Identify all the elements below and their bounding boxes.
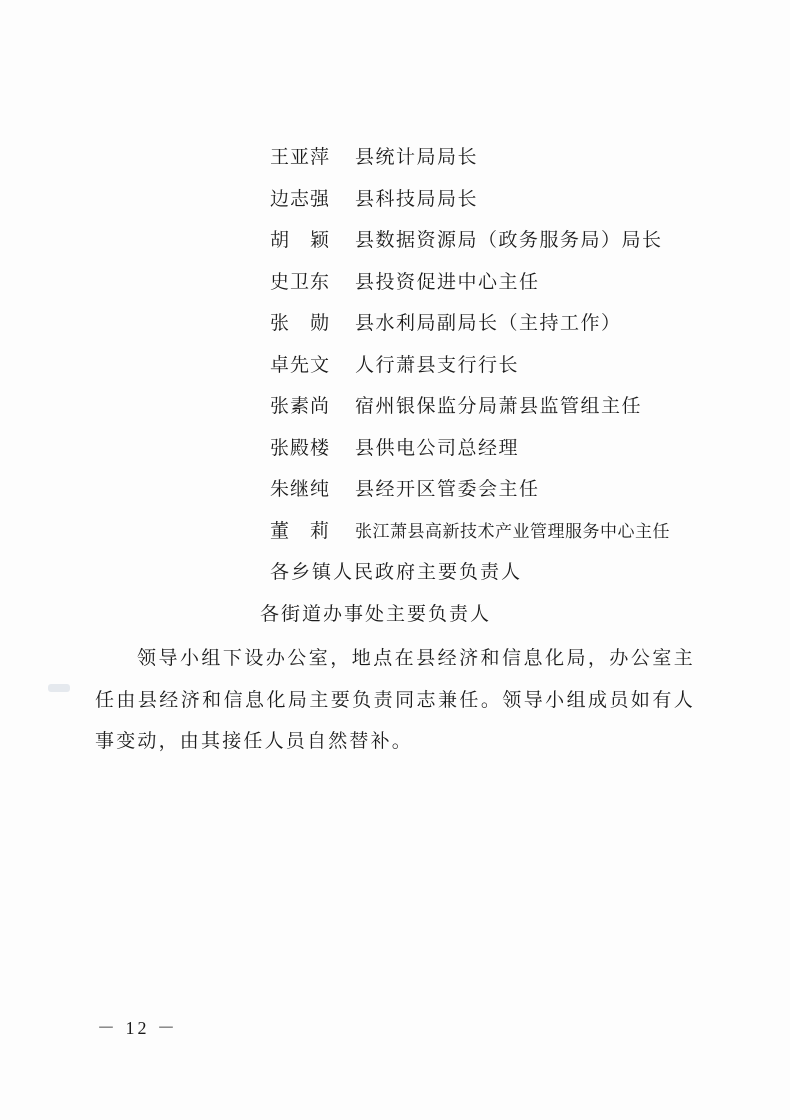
scan-smudge	[48, 684, 70, 692]
member-name: 王亚萍	[270, 146, 331, 168]
member-name: 张 勋	[270, 312, 331, 334]
member-title: 人行萧县支行行长	[355, 353, 520, 376]
member-title: 县水利局副局长（主持工作）	[355, 312, 622, 334]
member-row	[270, 511, 770, 553]
member-row	[270, 179, 770, 221]
member-title: 宿州银保监分局萧县监管组主任	[355, 395, 643, 417]
member-row	[270, 469, 770, 511]
member-title: 县经开区管委会主任	[355, 478, 540, 500]
subdistrict-heads-line: 各街道办事处主要负责人	[260, 602, 492, 625]
member-row	[270, 262, 770, 304]
member-name: 边志强	[270, 187, 331, 210]
standalone-line	[270, 552, 770, 594]
member-name: 史卫东	[270, 270, 331, 293]
member-title: 县投资促进中心主任	[355, 270, 540, 293]
member-title: 县统计局局长	[355, 146, 479, 168]
member-name: 张素尚	[270, 395, 331, 417]
member-title: 县数据资源局（政务服务局）局长	[355, 229, 663, 251]
member-row	[270, 386, 770, 428]
member-name: 张殿楼	[270, 436, 331, 459]
member-name: 董 莉	[270, 519, 331, 542]
member-name: 朱继纯	[270, 478, 331, 500]
member-row	[270, 303, 770, 345]
member-list	[260, 137, 770, 635]
member-row	[270, 137, 770, 179]
member-title: 县科技局局长	[355, 187, 479, 210]
member-row	[270, 220, 770, 262]
member-title: 县供电公司总经理	[355, 436, 520, 459]
member-row	[270, 428, 770, 470]
member-row	[270, 345, 770, 387]
member-title: 张江萧县高新技术产业管理服务中心主任	[355, 521, 670, 542]
township-heads-line: 各乡镇人民政府主要负责人	[270, 561, 523, 583]
standalone-line	[260, 594, 770, 636]
page-number: － 12 －	[97, 1018, 178, 1038]
member-name: 卓先文	[270, 353, 331, 376]
office-paragraph: 领导小组下设办公室，地点在县经济和信息化局，办公室主任由县经济和信息化局主要负责同志兼任。领导小组成员如有人事变动，由其接任人员自然替补。	[95, 647, 695, 752]
member-name: 胡 颖	[270, 229, 331, 251]
